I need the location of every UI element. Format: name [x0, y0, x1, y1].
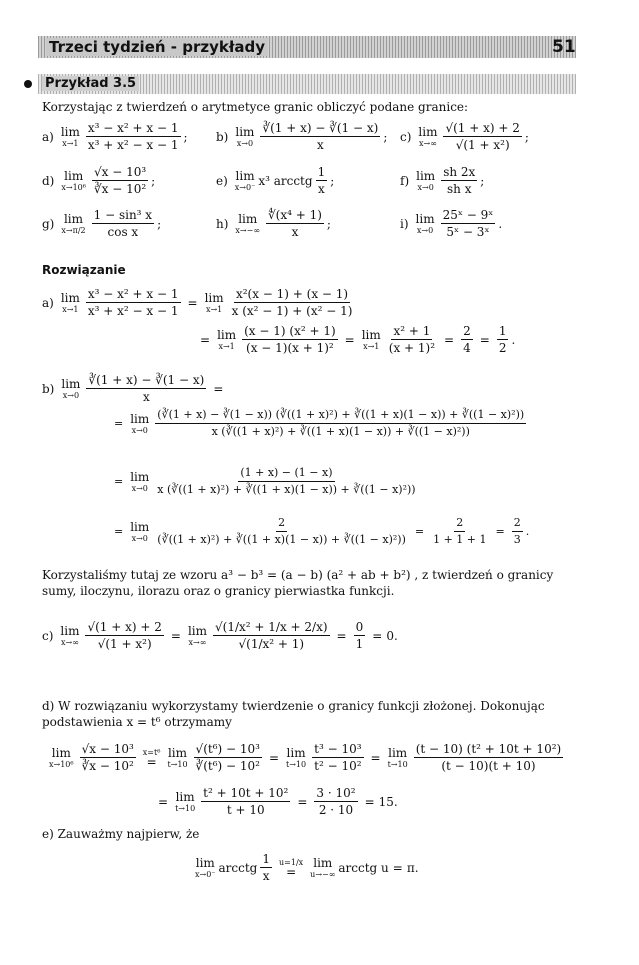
- numerator: x³ − x² + x − 1: [87, 121, 179, 135]
- denominator: x (x² − 1) + (x² − 1): [231, 304, 353, 318]
- fraction: [316, 165, 328, 196]
- numerator: (x − 1) (x² + 1): [244, 324, 336, 338]
- numerator: t³ − 10³: [314, 742, 362, 756]
- note-b-text: Korzystaliśmy tutaj ze wzoru a³ − b³ = (a − b) (a² + ab + b²) , z twierdzeń o granicy sumy, iloczynu, ilorazu oraz o granicy pierwiastka funkcji.: [42, 568, 554, 598]
- numerator: √(t⁶) − 10³: [195, 742, 260, 756]
- fraction: [155, 408, 526, 439]
- denominator: x³ + x² − x − 1: [87, 304, 179, 318]
- note-d-text: d) W rozwiązaniu wykorzystamy twierdzenie o granicy funkcji złożonej. Dokonując podstawienia x = t⁶ otrzymamy: [42, 699, 545, 729]
- denominator: x: [316, 138, 324, 152]
- numerator: √(1/x² + 1/x + 2/x): [215, 620, 328, 634]
- lim-subscript: x→0: [62, 390, 80, 400]
- lim-word: lim: [130, 411, 150, 426]
- lim-subscript: x→0⁻: [195, 869, 216, 879]
- task-label: e): [216, 173, 228, 188]
- solution-b-line-1: [42, 373, 227, 404]
- task-label: a): [42, 129, 54, 144]
- limit-operator: [188, 625, 207, 647]
- equals-sign: =: [372, 628, 383, 643]
- note-e-text: e) Zauważmy najpierw, że: [42, 827, 200, 841]
- fraction: [242, 324, 338, 355]
- numerator: 1: [498, 324, 507, 338]
- lim-word: lim: [51, 745, 71, 760]
- limit-operator: [61, 126, 80, 148]
- substitution-label: u=1/x: [279, 858, 304, 867]
- lim-subscript: x→0: [131, 483, 148, 493]
- task-label: c): [400, 129, 412, 144]
- solution-d-line-1: [46, 742, 566, 773]
- lim-subscript: u→−∞: [310, 869, 336, 879]
- denominator: 1 + 1 + 1: [433, 533, 487, 546]
- fraction: [80, 742, 136, 773]
- limit-operator: [130, 521, 149, 543]
- lim-subscript: x→0: [416, 225, 434, 235]
- fraction: [266, 208, 324, 239]
- limit-operator: [60, 625, 79, 647]
- fraction: [260, 121, 380, 152]
- fraction: [155, 466, 417, 497]
- numerator: 25ˣ − 9ˣ: [442, 208, 494, 222]
- lim-word: lim: [238, 211, 258, 226]
- denominator: x: [142, 390, 150, 404]
- limit-operator: [61, 292, 80, 314]
- fraction: [194, 742, 262, 773]
- numerator: (1 + x) − (1 − x): [238, 466, 334, 482]
- equals-sign: =: [187, 295, 198, 310]
- lim-word: lim: [130, 469, 150, 484]
- limit-operator: [362, 329, 381, 351]
- result-value: π: [406, 860, 415, 875]
- lim-subscript: x→−∞: [235, 225, 261, 235]
- equals-sign: =: [114, 475, 124, 488]
- equals-sign: =: [213, 381, 224, 396]
- numerator: (∛(1 + x) − ∛(1 − x)) (∛((1 + x)²) + ∛((1 + x)(1 − x)) + ∛((1 − x)²)): [155, 408, 526, 424]
- lim-subscript: x→10⁶: [61, 182, 86, 192]
- example-title: Przykład 3.5: [42, 76, 139, 91]
- lim-word: lim: [235, 168, 255, 183]
- result-value: 0: [386, 628, 394, 643]
- lim-word: lim: [60, 290, 80, 305]
- lim-word: lim: [235, 124, 255, 139]
- limit-operator: [130, 471, 149, 493]
- lim-word: lim: [217, 327, 237, 342]
- lim-subscript: x→1: [62, 304, 79, 314]
- solution-label: c): [42, 628, 54, 643]
- numerator: 1: [262, 852, 271, 866]
- solution-d-line-2: [154, 786, 398, 817]
- denominator: ∛x − 10²: [81, 759, 134, 773]
- denominator: 5ˣ − 3ˣ: [446, 225, 490, 239]
- lim-subscript: t→10: [175, 803, 196, 813]
- fraction: [86, 121, 181, 152]
- limit-operator: [61, 378, 80, 400]
- fraction: [213, 620, 330, 651]
- fraction: [497, 324, 509, 355]
- limit-operator: [388, 747, 408, 769]
- punctuation: ;: [183, 129, 188, 144]
- denominator: 1: [355, 637, 364, 651]
- solution-e-line: [192, 852, 419, 883]
- solution-a-line-2: [196, 324, 515, 355]
- lim-subscript: t→10: [286, 759, 307, 769]
- fraction: [155, 516, 408, 547]
- lim-subscript: x→1: [62, 138, 79, 148]
- numerator: (t − 10) (t² + 10t + 10²): [415, 742, 562, 756]
- substitution-label: x=t⁶: [142, 748, 161, 757]
- task-i: [400, 208, 502, 239]
- numerator: 3 · 10²: [316, 786, 356, 800]
- denominator: x (∛((1 + x)²) + ∛((1 + x)(1 − x)) + ∛((1 − x)²)): [157, 483, 416, 496]
- numerator: √(1 + x) + 2: [87, 620, 162, 634]
- solution-label: a): [42, 295, 54, 310]
- page-number: 51: [552, 37, 576, 57]
- substitution-equals: [143, 748, 161, 767]
- lim-word: lim: [361, 327, 381, 342]
- equals-sign: =: [114, 525, 124, 538]
- lim-word: lim: [64, 168, 84, 183]
- fraction: [431, 516, 488, 547]
- lim-subscript: x→1: [363, 341, 380, 351]
- function-name: arcctg u: [338, 860, 389, 875]
- numerator: x³ − x² + x − 1: [87, 287, 179, 301]
- fraction: [92, 208, 154, 239]
- denominator: ∛x − 10²: [93, 182, 147, 196]
- equals-sign: =: [158, 794, 169, 809]
- fraction: [312, 742, 363, 773]
- task-label: g): [42, 216, 55, 231]
- lim-subscript: x→0: [131, 425, 148, 435]
- equals-sign: =: [414, 525, 425, 538]
- lim-word: lim: [61, 376, 81, 391]
- numerator: √x − 10³: [93, 165, 147, 179]
- denominator: 4: [463, 341, 471, 355]
- lim-word: lim: [286, 745, 306, 760]
- lim-subscript: t→10: [387, 759, 408, 769]
- equals-sign: =: [200, 332, 211, 347]
- equals-sign: =: [286, 865, 297, 879]
- numerator: 2: [454, 516, 465, 532]
- fraction: [201, 786, 290, 817]
- limit-operator: [61, 170, 86, 192]
- equals-sign: =: [114, 417, 124, 430]
- limit-operator: [167, 747, 187, 769]
- lim-subscript: x→1: [205, 304, 223, 314]
- numerator: ∛(1 + x) − ∛(1 − x): [262, 121, 379, 135]
- fraction: [461, 324, 473, 355]
- lim-subscript: x→0: [236, 138, 254, 148]
- numerator: x²(x − 1) + (x − 1): [235, 287, 349, 301]
- limit-operator: [418, 126, 437, 148]
- lim-word: lim: [167, 745, 188, 760]
- equals-sign: =: [297, 794, 308, 809]
- lim-subscript: x→0: [417, 182, 434, 192]
- fraction: [230, 287, 355, 318]
- denominator: (x − 1)(x + 1)²: [246, 341, 334, 355]
- lim-word: lim: [60, 124, 80, 139]
- limit-operator: [61, 213, 85, 235]
- solution-a-line-1: [42, 287, 357, 318]
- task-label: h): [216, 216, 229, 231]
- equals-sign: =: [479, 332, 490, 347]
- punctuation: .: [414, 860, 419, 875]
- lim-word: lim: [418, 124, 438, 139]
- lim-word: lim: [175, 789, 195, 804]
- equals-sign: =: [392, 860, 403, 875]
- numerator: 1: [317, 165, 326, 179]
- limit-operator: [235, 170, 256, 192]
- denominator: x (∛((1 + x)²) + ∛((1 + x)(1 − x)) + ∛((1 − x)²)): [211, 425, 470, 438]
- numerator: √(1 + x) + 2: [445, 121, 520, 135]
- numerator: 2: [512, 516, 523, 532]
- equals-sign: =: [364, 794, 375, 809]
- denominator: ∛(t⁶) − 10²: [195, 759, 260, 773]
- function-name: x³ arcctg: [258, 173, 313, 188]
- punctuation: .: [511, 332, 516, 347]
- punctuation: ;: [326, 216, 331, 231]
- equals-sign: =: [344, 332, 355, 347]
- lim-subscript: x→π/2: [61, 225, 86, 235]
- task-h: [216, 208, 331, 239]
- fraction: [85, 620, 163, 651]
- limit-operator: [195, 857, 216, 879]
- denominator: x: [262, 869, 270, 883]
- limit-operator: [49, 747, 74, 769]
- denominator: sh x: [447, 182, 472, 196]
- fraction: [441, 165, 477, 196]
- solution-b-line-4: [110, 516, 529, 547]
- task-g: [42, 208, 161, 239]
- lim-word: lim: [130, 519, 150, 534]
- punctuation: ;: [480, 173, 485, 188]
- task-c: [400, 121, 529, 152]
- denominator: x: [317, 182, 325, 196]
- numerator: √x − 10³: [81, 742, 134, 756]
- punctuation: .: [393, 628, 398, 643]
- solution-heading: Rozwiązanie: [42, 263, 126, 277]
- task-label: b): [216, 129, 229, 144]
- equals-sign: =: [170, 628, 181, 643]
- denominator: √(1 + x²): [97, 637, 152, 651]
- fraction: [86, 373, 206, 404]
- numerator: 2: [463, 324, 471, 338]
- limit-operator: [416, 213, 435, 235]
- solution-c-line: [42, 620, 398, 651]
- fraction: [354, 620, 366, 651]
- lim-subscript: x→0⁻: [234, 182, 256, 192]
- denominator: x: [291, 225, 299, 239]
- equals-sign: =: [336, 628, 347, 643]
- fraction: [86, 287, 181, 318]
- function-name: arcctg: [218, 860, 258, 875]
- limit-operator: [205, 292, 224, 314]
- limit-operator: [286, 747, 306, 769]
- task-a: [42, 121, 188, 152]
- denominator: cos x: [107, 225, 139, 239]
- fraction: [512, 516, 523, 547]
- numerator: sh 2x: [443, 165, 476, 179]
- task-d: [42, 165, 155, 196]
- lim-word: lim: [187, 623, 208, 638]
- limit-operator: [235, 126, 254, 148]
- lim-subscript: x→∞: [188, 637, 207, 647]
- denominator: t + 10: [226, 803, 265, 817]
- bullet-icon: [24, 80, 32, 88]
- limit-operator: [310, 857, 335, 879]
- lim-word: lim: [63, 211, 84, 226]
- lim-word: lim: [60, 623, 80, 638]
- denominator: t² − 10²: [314, 759, 362, 773]
- punctuation: ;: [157, 216, 162, 231]
- limit-operator: [175, 791, 195, 813]
- task-label: d): [42, 173, 55, 188]
- lim-word: lim: [195, 855, 215, 870]
- limit-operator: [130, 413, 149, 435]
- solution-b-line-2: [110, 408, 529, 439]
- limit-operator: [235, 213, 260, 235]
- limit-operator: [217, 329, 236, 351]
- intro-text: Korzystając z twierdzeń o arytmetyce granic obliczyć podane granice:: [42, 100, 469, 114]
- fraction: [414, 742, 564, 773]
- fraction: [314, 786, 357, 817]
- solution-b-line-3: [110, 466, 421, 497]
- task-label: i): [400, 216, 409, 231]
- limit-operator: [416, 170, 435, 192]
- task-label: f): [400, 173, 410, 188]
- equals-sign: =: [146, 755, 157, 769]
- denominator: (x + 1)²: [388, 341, 436, 355]
- result-value: 15: [378, 794, 394, 809]
- task-b: [216, 121, 387, 152]
- equals-sign: =: [268, 750, 280, 765]
- numerator: t² + 10t + 10²: [203, 786, 289, 800]
- lim-subscript: x→10⁶: [49, 759, 74, 769]
- denominator: √(1 + x²): [455, 138, 510, 152]
- lim-word: lim: [388, 745, 408, 760]
- lim-subscript: x→∞: [418, 138, 437, 148]
- punctuation: .: [498, 216, 503, 231]
- equals-sign: =: [370, 750, 381, 765]
- fraction: [387, 324, 437, 355]
- equals-sign: =: [495, 525, 505, 538]
- fraction: [443, 121, 521, 152]
- numerator: 1 − sin³ x: [93, 208, 153, 222]
- lim-subscript: t→10: [167, 759, 188, 769]
- numerator: 0: [355, 620, 364, 634]
- punctuation: .: [393, 794, 398, 809]
- denominator: 3: [513, 533, 521, 546]
- lim-subscript: x→∞: [60, 637, 79, 647]
- denominator: 2: [498, 341, 507, 355]
- punctuation: ;: [151, 173, 156, 188]
- fraction: [441, 208, 496, 239]
- fraction: [260, 852, 272, 883]
- numerator: 2: [276, 516, 287, 532]
- fraction: [92, 165, 148, 196]
- equals-sign: =: [444, 332, 455, 347]
- lim-word: lim: [415, 211, 435, 226]
- substitution-equals: [279, 858, 303, 877]
- numerator: ∜(x⁴ + 1): [268, 208, 322, 222]
- numerator: x² + 1: [393, 324, 431, 338]
- denominator: √(1/x² + 1): [238, 637, 305, 651]
- lim-word: lim: [204, 290, 224, 305]
- punctuation: .: [525, 525, 530, 538]
- punctuation: ;: [524, 129, 529, 144]
- solution-label: b): [42, 381, 55, 396]
- lim-word: lim: [313, 855, 333, 870]
- denominator: (t − 10)(t + 10): [441, 759, 536, 773]
- lim-word: lim: [416, 168, 436, 183]
- denominator: x³ + x² − x − 1: [87, 138, 179, 152]
- numerator: ∛(1 + x) − ∛(1 − x): [88, 373, 205, 387]
- punctuation: ;: [330, 173, 335, 188]
- lim-subscript: x→0: [131, 533, 148, 543]
- lim-subscript: x→1: [218, 341, 235, 351]
- denominator: 2 · 10: [318, 803, 354, 817]
- task-e: [216, 165, 334, 196]
- page-header-title: Trzeci tydzień - przykłady: [46, 38, 268, 56]
- denominator: (∛((1 + x)²) + ∛((1 + x)(1 − x)) + ∛((1 − x)²)): [157, 533, 406, 546]
- punctuation: ;: [383, 129, 388, 144]
- task-f: [400, 165, 484, 196]
